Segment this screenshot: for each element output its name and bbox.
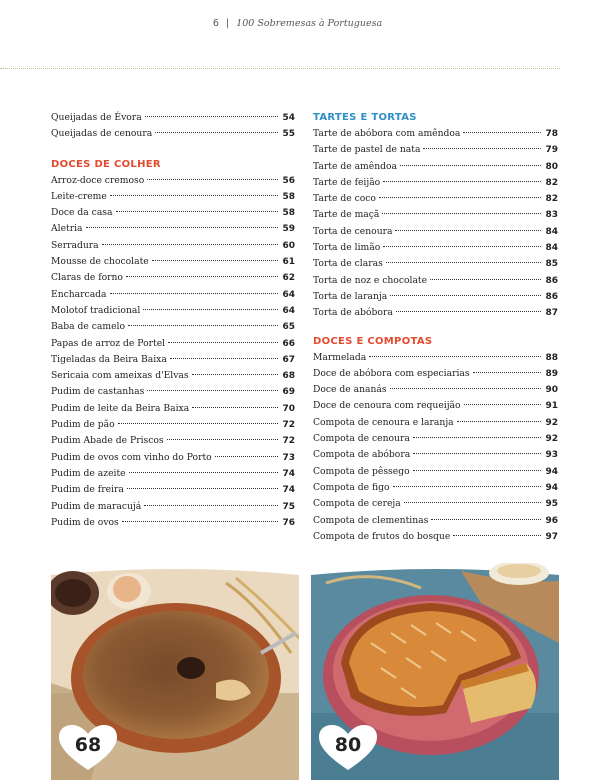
toc-entry (51, 270, 295, 286)
toc-entry (51, 450, 295, 466)
toc-entry (313, 496, 558, 512)
toc-entry (51, 368, 295, 384)
toc-entry (313, 529, 558, 545)
toc-entry-page: 54 (282, 113, 295, 123)
toc-entry (313, 207, 558, 223)
toc-entry-title: Doce de cenoura com requeijão (313, 400, 461, 412)
toc-entry-page: 70 (282, 403, 295, 414)
toc-entry (313, 382, 558, 398)
dot-leader (413, 437, 541, 438)
toc-entry (51, 384, 295, 400)
dot-leader (457, 421, 541, 422)
toc-entry-title: Papas de arroz de Portel (51, 337, 166, 349)
dot-leader (453, 535, 541, 536)
toc-entry-page: 84 (545, 243, 558, 254)
toc-entry-page: 97 (545, 531, 558, 542)
toc-entry-page: 94 (545, 482, 558, 493)
toc-entry (313, 289, 558, 305)
dot-leader (383, 246, 541, 247)
toc-entry-title: Pudim de maracujá (51, 500, 142, 512)
toc-entry-title: Pudim de azeite (51, 467, 126, 479)
toc-entry-page: 55 (282, 129, 295, 140)
toc-entry (51, 254, 295, 270)
dot-leader (192, 407, 278, 408)
toc-entry-page: 64 (282, 289, 295, 300)
toc-entry (313, 366, 558, 382)
dot-leader (390, 295, 541, 296)
toc-entry-page: 86 (545, 275, 558, 286)
badge-number: 80 (334, 734, 362, 756)
dot-leader (395, 230, 541, 231)
dot-leader (126, 276, 278, 277)
toc-entry-page: 85 (545, 259, 558, 270)
toc-list-colher (51, 173, 295, 532)
toc-entry (313, 350, 558, 366)
toc-entry (51, 238, 295, 254)
toc-entry-title: Compota de frutos do bosque (313, 530, 451, 542)
spacer (51, 143, 295, 157)
dot-leader (86, 227, 278, 228)
toc-entry-page: 75 (282, 501, 295, 512)
dot-leader (382, 213, 541, 214)
dot-leader (118, 423, 278, 424)
dot-leader (122, 521, 278, 522)
dot-leader (116, 211, 279, 212)
toc-entry-page: 90 (545, 385, 558, 396)
toc-entry-title: Doce de ananás (313, 384, 387, 396)
dot-leader (127, 488, 278, 489)
sericaia-photo (51, 563, 299, 780)
toc-entry-title: Pudim de ovos (51, 516, 119, 528)
dot-leader (145, 116, 278, 117)
toc-entry (313, 513, 558, 529)
toc-entry (51, 319, 295, 335)
toc-entry (313, 256, 558, 272)
dot-leader (167, 439, 278, 440)
toc-entry-page: 60 (282, 240, 295, 251)
toc-entry-title: Tarte de pastel de nata (313, 144, 421, 156)
toc-entry-page: 59 (282, 224, 295, 235)
toc-entry-title: Baba de camelo (51, 321, 125, 333)
toc-entry-title: Compota de cereja (313, 498, 401, 510)
toc-entry (51, 417, 295, 433)
toc-entry-title: Pudim de leite da Beira Baixa (51, 402, 190, 414)
toc-entry-page: 83 (545, 210, 558, 221)
toc-entry-page: 92 (545, 434, 558, 445)
toc-entry (313, 431, 558, 447)
toc-entry-title: Compota de cenoura e laranja (313, 416, 454, 428)
toc-entry-page: 72 (282, 436, 295, 447)
toc-entry-page: 95 (545, 499, 558, 510)
toc-entry-page: 89 (545, 368, 558, 379)
toc-entry (51, 221, 295, 237)
toc-entry (51, 126, 295, 142)
toc-entry-title: Arroz-doce cremoso (51, 174, 145, 186)
almond-tart-photo (311, 563, 559, 780)
toc-entry-page: 91 (545, 401, 558, 412)
toc-entry-title: Tigeladas da Beira Baixa (51, 353, 167, 365)
dot-leader (386, 262, 541, 263)
section-heading-compotas: DOCES E COMPOTAS (313, 335, 433, 347)
dot-leader (168, 342, 278, 343)
toc-entry (313, 240, 558, 256)
toc-entry (313, 175, 558, 191)
toc-entry-title: Pudim de ovos com vinho do Porto (51, 451, 212, 463)
toc-entry-title: Queijadas de cenoura (51, 128, 153, 140)
toc-list-compotas (313, 350, 558, 546)
toc-entry-page: 86 (545, 291, 558, 302)
toc-entry (313, 480, 558, 496)
toc-right-column (313, 110, 558, 545)
dot-leader (192, 374, 278, 375)
toc-entry (51, 466, 295, 482)
toc-entry-title: Tarte de coco (313, 193, 376, 205)
toc-list-top (51, 110, 295, 143)
toc-entry-page: 58 (282, 208, 295, 219)
toc-entry (51, 173, 295, 189)
toc-list-tartes (313, 126, 558, 322)
toc-entry (51, 499, 295, 515)
toc-entry-title: Torta de cenoura (313, 225, 393, 237)
toc-entry (51, 352, 295, 368)
toc-entry (51, 482, 295, 498)
section-heading-tartes: TARTES E TORTAS (313, 112, 417, 123)
dot-leader (464, 404, 541, 405)
toc-entry-title: Compota de abóbora (313, 449, 411, 461)
toc-entry (313, 159, 558, 175)
dot-leader (400, 165, 541, 166)
toc-entry-page: 68 (282, 371, 295, 382)
toc-entry-title: Encharcada (51, 288, 107, 300)
toc-entry (313, 273, 558, 289)
toc-entry-title: Pudim de pão (51, 419, 115, 431)
toc-entry-page: 67 (282, 354, 295, 365)
dot-leader (215, 456, 278, 457)
page-badge-68 (57, 724, 119, 772)
toc-entry-page: 94 (545, 466, 558, 477)
toc-entry-title: Claras de forno (51, 272, 123, 284)
toc-entry-page: 56 (282, 175, 295, 186)
toc-entry-title: Pudim Abade de Priscos (51, 435, 164, 447)
dot-leader (110, 293, 278, 294)
toc-entry-page: 82 (545, 194, 558, 205)
dot-leader (423, 148, 541, 149)
dot-leader (413, 453, 541, 454)
toc-entry-title: Pudim de castanhas (51, 386, 145, 398)
dot-leader (393, 486, 541, 487)
toc-entry-title: Torta de claras (313, 258, 383, 270)
dot-leader (369, 356, 541, 357)
toc-entry-title: Torta de limão (313, 242, 381, 254)
toc-entry-page: 84 (545, 226, 558, 237)
toc-entry-title: Tarte de feijão (313, 176, 381, 188)
toc-entry-title: Sericaia com ameixas d'Elvas (51, 370, 189, 382)
toc-entry (313, 447, 558, 463)
toc-entry-page: 64 (282, 305, 295, 316)
toc-entry-title: Leite-creme (51, 190, 107, 202)
toc-entry-page: 87 (545, 308, 558, 319)
dot-leader (463, 132, 541, 133)
toc-entry-page: 78 (545, 129, 558, 139)
toc-entry (313, 305, 558, 321)
toc-entry (51, 515, 295, 531)
toc-entry (313, 415, 558, 431)
toc-entry (51, 401, 295, 417)
toc-entry-title: Molotof tradicional (51, 304, 141, 316)
toc-entry (313, 224, 558, 240)
toc-entry (51, 205, 295, 221)
dot-leader (473, 372, 541, 373)
spacer (313, 322, 558, 334)
toc-entry-page: 96 (545, 515, 558, 526)
running-header (0, 18, 595, 29)
toc-entry (51, 433, 295, 449)
dot-leader (102, 244, 278, 245)
toc-entry-title: Tarte de maçã (313, 209, 380, 221)
toc-entry-page: 62 (282, 273, 295, 284)
toc-entry-page: 76 (282, 517, 295, 528)
dot-leader (430, 279, 541, 280)
dot-leader (110, 195, 278, 196)
toc-entry (51, 287, 295, 303)
toc-entry-title: Tarte de abóbora com amêndoa (313, 128, 461, 139)
toc-entry (313, 126, 558, 142)
toc-entry (313, 398, 558, 414)
dot-leader (413, 470, 541, 471)
header-divider (0, 68, 560, 69)
toc-entry (51, 336, 295, 352)
toc-entry (51, 189, 295, 205)
toc-entry-page: 92 (545, 417, 558, 428)
dot-leader (379, 197, 541, 198)
toc-entry-title: Tarte de amêndoa (313, 160, 398, 172)
dot-leader (152, 260, 278, 261)
toc-entry-page: 69 (282, 387, 295, 398)
toc-entry-page: 58 (282, 191, 295, 202)
page-badge-80 (317, 724, 379, 772)
dot-leader (170, 358, 278, 359)
dot-leader (383, 181, 541, 182)
toc-entry (313, 191, 558, 207)
dot-leader (147, 179, 278, 180)
toc-entry-title: Compota de cenoura (313, 433, 410, 445)
dot-leader (390, 388, 541, 389)
dot-leader (129, 472, 278, 473)
toc-entry-page: 80 (545, 161, 558, 172)
toc-left-column (51, 110, 295, 531)
toc-entry (313, 464, 558, 480)
header-page-number: 6 (212, 18, 219, 29)
toc-entry-page: 93 (545, 450, 558, 461)
toc-entry-page: 73 (282, 452, 295, 463)
toc-entry-title: Compota de figo (313, 481, 390, 493)
toc-entry-page: 65 (282, 322, 295, 333)
toc-entry-title: Compota de pêssego (313, 465, 410, 477)
toc-entry-page: 79 (545, 145, 558, 156)
dot-leader (147, 390, 278, 391)
toc-entry-page: 61 (282, 257, 295, 268)
toc-entry-page: 72 (282, 420, 295, 431)
badge-number: 68 (74, 734, 102, 756)
toc-entry-title: Marmelada (313, 351, 367, 363)
section-heading-colher: DOCES DE COLHER (51, 158, 161, 170)
toc-entry-title: Torta de abóbora (313, 307, 393, 319)
toc-entry-title: Compota de clementinas (313, 514, 429, 526)
toc-entry-title: Pudim de freira (51, 484, 124, 496)
dot-leader (431, 519, 541, 520)
toc-entry-title: Doce da casa (51, 207, 113, 219)
toc-entry-title: Queijadas de Évora (51, 112, 142, 123)
toc-entry-page: 88 (545, 352, 558, 363)
toc-entry (51, 110, 295, 126)
toc-entry-title: Aletria (51, 223, 83, 235)
toc-entry-title: Mousse de chocolate (51, 256, 149, 268)
dot-leader (155, 132, 278, 133)
dot-leader (144, 505, 278, 506)
toc-entry-page: 74 (282, 485, 295, 496)
toc-entry-title: Serradura (51, 239, 99, 251)
toc-entry-page: 66 (282, 338, 295, 349)
header-book-title: 100 Sobremesas à Portuguesa (236, 18, 383, 29)
toc-entry (313, 142, 558, 158)
toc-entry-page: 82 (545, 177, 558, 188)
dot-leader (404, 502, 541, 503)
toc-entry-title: Torta de laranja (313, 290, 388, 302)
dot-leader (128, 325, 278, 326)
toc-entry (51, 303, 295, 319)
toc-entry-page: 74 (282, 468, 295, 479)
dot-leader (143, 309, 278, 310)
toc-entry-title: Torta de noz e chocolate (313, 274, 428, 286)
toc-entry-title: Doce de abóbora com especiarias (313, 367, 470, 379)
header-separator: | (225, 18, 230, 29)
dot-leader (396, 311, 541, 312)
